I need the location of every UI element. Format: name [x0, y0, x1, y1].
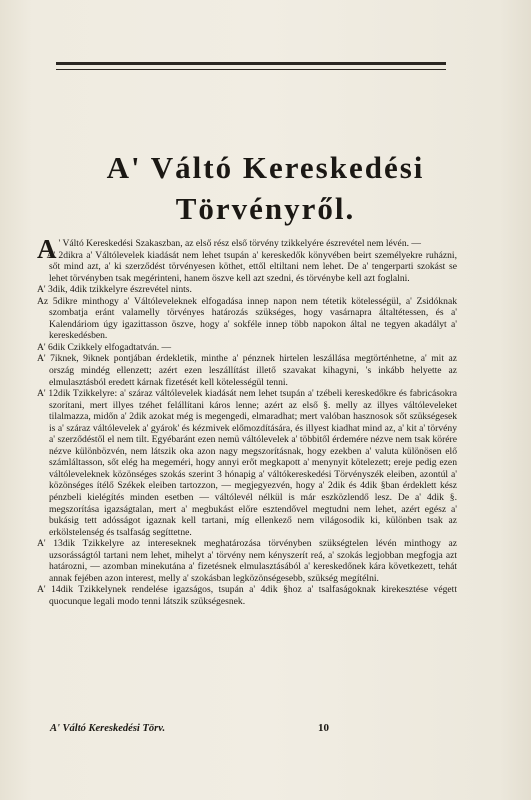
body-text	[37, 234, 457, 608]
paragraph-4: Az 5dikre minthogy a' Váltóleveleknek elfogadása innep napon nem tétetik kötelességül, a' Zsidóknak szombatja eránt valamelly törvényes határozás szükséges, hogy vasárnapra általtétessen, és a' Kalendáriom úgy igazittasson öszve, hogy a' sokféle innep több napokon által ne tegyen akadályt a' kereskedésben.	[37, 295, 457, 342]
page-title-line-2: Törvényről.	[175, 191, 356, 226]
top-double-rule	[56, 62, 446, 70]
page-number: 10	[318, 722, 329, 734]
paragraph-9: A' 14dik Tzikkelynek rendelése igazságos, tsupán a' 4dik §hoz a' tsalfaságoknak kirekesztése végett quocunque legali modo tenni látszik szükségesnek.	[37, 584, 457, 607]
paragraph-3: A' 3dik, 4dik tzikkelyre észrevétel nints.	[37, 284, 192, 296]
paragraph-8: A' 13dik Tzikkelyre az intereseknek meghatározása törvényben szükségtelen lévén minthogy az uzsorásságtól tartani nem lehet, mihelyt a' törvény nem kényszerít reá, a' szokás legjobban megfogja azt határozni, — azomban minekutána a' fizetésnek elmulasztásából a' kereskedőnek kára következett, tehát annak fejében azon interest, melly a' szokásban legközönségesebb, szükség megítélni.	[37, 538, 457, 584]
paragraph-6: A' 7iknek, 9iknek pontjában érdekletik, minthe a' pénznek hirtelen leszállása megtörténhetne, a' mit az ország mindég ellenzett; azért ezen leszállítást illető szavakat kihagyni, 's inkább helyette az elmulasztásból eredett kárnak fizetését kell kötelességül tenni.	[37, 353, 457, 388]
paragraph-1-text: ' Váltó Kereskedési Szakaszban, az első rész első törvény tzikkelyére észrevétel nem lévén. —	[58, 238, 422, 249]
page-title-line-1: A' Váltó Kereskedési	[106, 150, 425, 185]
paragraph-7: A' 12dik Tzikkelyre: a' száraz váltólevelek kiadását nem lehet tsupán a' tzébeli kereskedőkre és fabricásokra szorítani, mert illyes tzéhet felállítani káros lenne; azért az első §. melly az illyes váltóleveleket tilalmazza, midőn a' 2dik azokat még is megengedi, elmaradhat; mert valóban hasznosok sőt szükségesek is a' száraz váltólevelek a' gyárok' és kézmivek előmozdítására, és illyest kiadhat mind az, a' kit a' törvény a' szerződéstől el nem tilt. Egyébaránt ezen nemü váltólevelek a' többitől érdemére nézve nem tsak körére nézve különbözvén, nem látszik oka azon nagy megszorításnak, hogy ezekben a' valuta különösen elő számláltasson, sőt elég ha megeméri, hogy annyi erőt megkapott a' menynyit kötelezett; ereje pedig ezen váltóleveleknek közönséges szokás szerint 3 hónapig a' váltókereskedési Törvényszék eleiben, azontúl a' közönséges ítélő Székek eleiben tartozzon, — megjegyezvén, hogy a' 2dik és 4dik §ban érdeklett kész pénzbeli kielégítés minden esetben — váltólevél nélkül is már eszközlendő lesz. De a' 4dik §. megszorítása igazságtalan, mert a' megbukást előre esztendővel megtudni nem lehet, azért egész a' bukásig tett adósságot igaznak kell tartani, míg ellenkező nem világosodik ki, különben tsak az erkölstelenség és tsalfaság segíttetne.	[37, 388, 457, 538]
running-footer-title: A' Váltó Kereskedési Törv.	[50, 723, 166, 734]
paragraph-5: A' 6dik Czikkely elfogadtatván. —	[37, 341, 172, 353]
paragraph-1	[37, 234, 457, 264]
drop-cap: A	[37, 234, 57, 264]
paragraph-2: A' 2dikra a' Váltólevelek kiadását nem lehet tsupán a' kereskedők könyvében beirt személyekre ruházni, sőt mind azt, a' ki szerződést törvényesen köthet, ettől eltiltani nem lehet. De a' tengerparti szokást se lehet törvényben tsak megérinteni, hanem öszve kell azt szedni, és törvénybe kell azt foglalni.	[46, 249, 457, 284]
